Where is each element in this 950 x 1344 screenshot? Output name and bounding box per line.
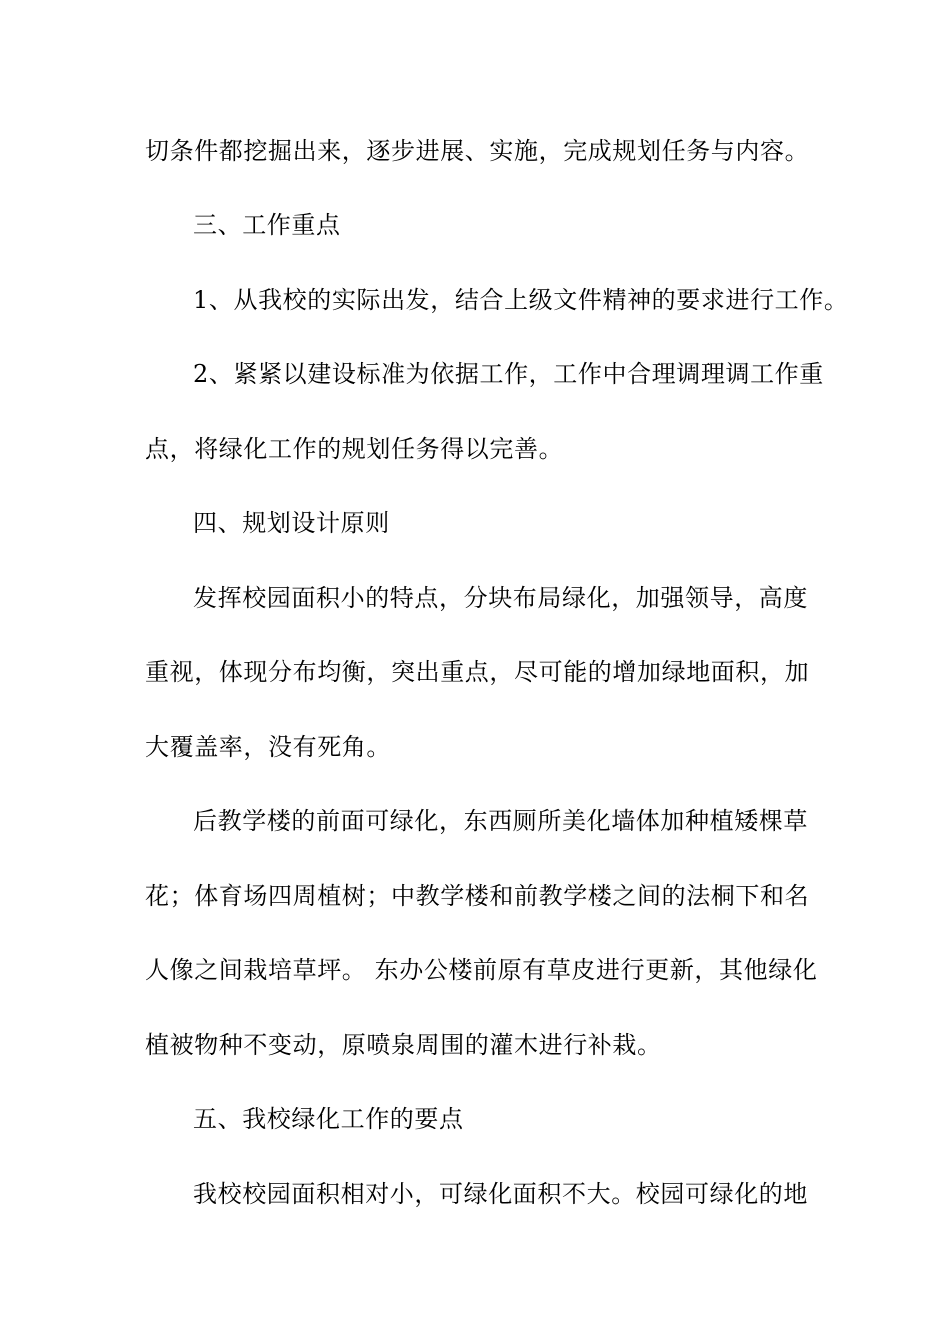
paragraph-line: 大覆盖率，没有死角。 [145,733,391,761]
paragraph-line: 人像之间栽培草坪。 东办公楼前原有草皮进行更新，其他绿化 [145,956,818,984]
paragraph-line: 发挥校园面积小的特点，分块布局绿化，加强领导，高度 [193,584,808,612]
list-item: 1、从我校的实际出发，结合上级文件精神的要求进行工作。 [193,286,849,314]
list-item: 2、紧紧以建设标准为依据工作，工作中合理调理调工作重 [193,360,824,388]
section-heading: 四、规划设计原则 [193,509,390,537]
section-heading: 三、工作重点 [193,211,341,239]
paragraph-line: 花；体育场四周植树；中教学楼和前教学楼之间的法桐下和名 [145,882,810,910]
paragraph-line: 后教学楼的前面可绿化，东西厕所美化墙体加种植矮棵草 [193,807,808,835]
paragraph-line: 点，将绿化工作的规划任务得以完善。 [145,435,564,463]
paragraph-line: 我校校园面积相对小，可绿化面积不大。校园可绿化的地 [193,1180,808,1208]
paragraph-line: 重视，体现分布均衡，突出重点，尽可能的增加绿地面积，加 [145,658,810,686]
paragraph-line: 切条件都挖掘出来，逐步进展、实施，完成规划任务与内容。 [145,137,810,165]
section-heading: 五、我校绿化工作的要点 [193,1105,464,1133]
paragraph-line: 植被物种不变动，原喷泉周围的灌木进行补栽。 [145,1031,662,1059]
